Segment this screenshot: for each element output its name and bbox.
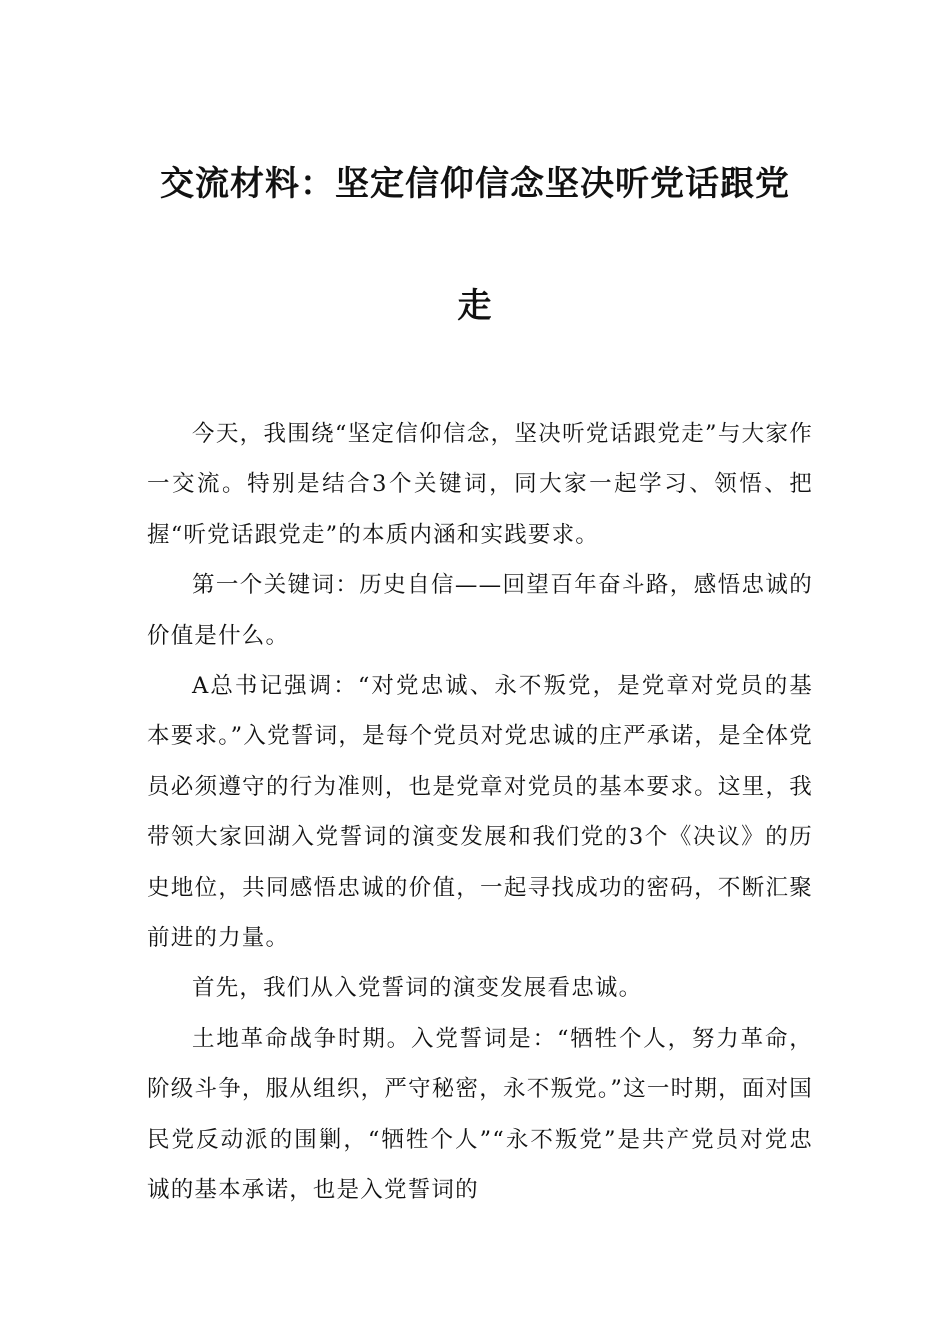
body-paragraph: 土地革命战争时期。入党誓词是：“牺牲个人，努力革命，阶级斗争，服从组织，严守秘密，永不叛党。”这一时期，面对国民党反动派的围剿，“牺牲个人”“永不叛党”是共产党员对党忠诚的基本承诺，也是入党誓词的 bbox=[147, 1025, 813, 1204]
document-title-line-2: 走 bbox=[457, 286, 493, 326]
body-paragraph: 今天，我围绕“坚定信仰信念，坚决听党话跟党走”与大家作一交流。特别是结合3个关键词，同大家一起学习、领悟、把握“听党话跟党走”的本质内涵和实践要求。 bbox=[147, 421, 813, 548]
body-paragraph: 第一个关键词：历史自信——回望百年奋斗路，感悟忠诚的价值是什么。 bbox=[147, 572, 813, 649]
document-title-line-1: 交流材料：坚定信仰信念坚决听党话跟党 bbox=[160, 164, 790, 204]
body-paragraph: A总书记强调：“对党忠诚、永不叛党，是党章对党员的基本要求。”入党誓词，是每个党员对党忠诚的庄严承诺，是全体党员必须遵守的行为准则，也是党章对党员的基本要求。这里，我带领大家回湖入党誓词的演变发展和我们党的3个《决议》的历史地位，共同感悟忠诚的价值，一起寻找成功的密码，不断汇聚前进的力量。 bbox=[147, 673, 813, 952]
body-paragraph: 首先，我们从入党誓词的演变发展看忠诚。 bbox=[192, 975, 643, 1002]
document-body bbox=[147, 409, 813, 1216]
